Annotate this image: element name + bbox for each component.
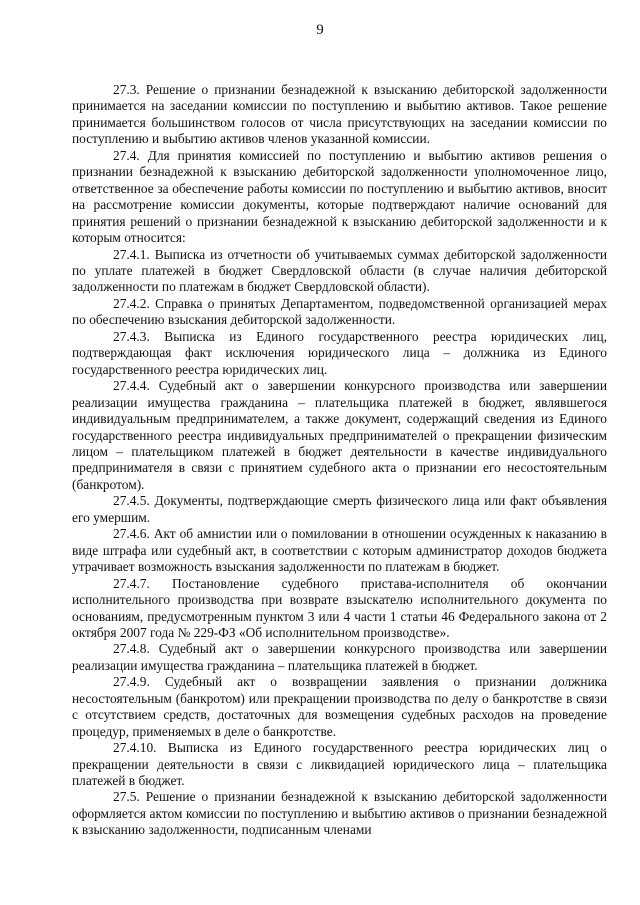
paragraph-27-4-1: 27.4.1. Выписка из отчетности об учитываемых суммах дебиторской задолженности по уплате платежей в бюджет Свердловской области (в случае наличия дебиторской задолженности по платежам в бюджет Свердловской области).: [72, 246, 607, 295]
paragraph-27-4-10: 27.4.10. Выписка из Единого государственного реестра юридических лиц о прекращении деятельности в связи с ликвидацией юридического лица – плательщика платежей в бюджет.: [72, 740, 607, 789]
paragraph-27-4-4: 27.4.4. Судебный акт о завершении конкурсного производства или завершении реализации имущества гражданина – плательщика платежей в бюджет, являвшегося индивидуальным предпринимателем, а также документ, содержащий сведения из Единого государственного реестра индивидуальных предпринимателей о прекращении физическим лицом – плательщиком платежей в бюджет деятельности в качестве индивидуального предпринимателя в связи с принятием судебного акта о признании его несостоятельным (банкротом).: [72, 378, 607, 492]
paragraph-27-5: 27.5. Решение о признании безнадежной к взысканию дебиторской задолженности оформляется актом комиссии по поступлению и выбытию активов о признании безнадежной к взысканию задолженности, подписанным членами: [72, 789, 607, 838]
page-number: 9: [316, 22, 324, 38]
paragraph-27-4-9: 27.4.9. Судебный акт о возвращении заявления о признании должника несостоятельным (банкротом) или прекращении производства по делу о банкротстве в связи с отсутствием средств, достаточных для возмещения судебных расходов на проведение процедур, применяемых в деле о банкротстве.: [72, 674, 607, 739]
paragraph-27-4-2: 27.4.2. Справка о принятых Департаментом, подведомственной организацией мерах по обеспечению взыскания дебиторской задолженности.: [72, 295, 607, 328]
paragraph-27-3: 27.3. Решение о признании безнадежной к взысканию дебиторской задолженности принимается на заседании комиссии по поступлению и выбытию активов. Такое решение принимается большинством голосов от числа присутствующих на заседании комиссии по поступлению и выбытию активов членов указанной комиссии.: [72, 82, 607, 147]
paragraph-27-4-5: 27.4.5. Документы, подтверждающие смерть физического лица или факт объявления его умершим.: [72, 493, 607, 525]
paragraph-27-4-8: 27.4.8. Судебный акт о завершении конкурсного производства или завершении реализации имущества гражданина – плательщика платежей в бюджет.: [72, 641, 607, 673]
paragraph-27-4-7: 27.4.7. Постановление судебного пристава-исполнителя об окончании исполнительного производства при возврате взыскателю исполнительного документа по основаниям, предусмотренным пунктом 3 или 4 части 1 статьи 46 Федерального закона от 2 октября 2007 года № 229-ФЗ «Об исполнительном производстве».: [72, 575, 607, 640]
paragraph-27-4-6: 27.4.6. Акт об амнистии или о помиловании в отношении осужденных к наказанию в виде штрафа или судебный акт, в соответствии с которым администратор доходов бюджета утрачивает возможность взыскания задолженности по платежам в бюджет.: [72, 526, 607, 575]
paragraph-27-4-3: 27.4.3. Выписка из Единого государственного реестра юридических лиц, подтверждающая факт исключения юридического лица – должника из Единого государственного реестра юридических лиц.: [72, 328, 607, 377]
document-body: [72, 82, 607, 839]
paragraph-27-4: 27.4. Для принятия комиссией по поступлению и выбытию активов решения о признании безнадежной к взысканию дебиторской задолженности уполномоченное лицо, ответственное за обеспечение работы комиссии по поступлению и выбытию активов, вносит на рассмотрение комиссии документы, которые подтверждают наличие оснований для принятия решений о признании безнадежной к взысканию дебиторской задолженности и к которым относится:: [72, 147, 607, 246]
